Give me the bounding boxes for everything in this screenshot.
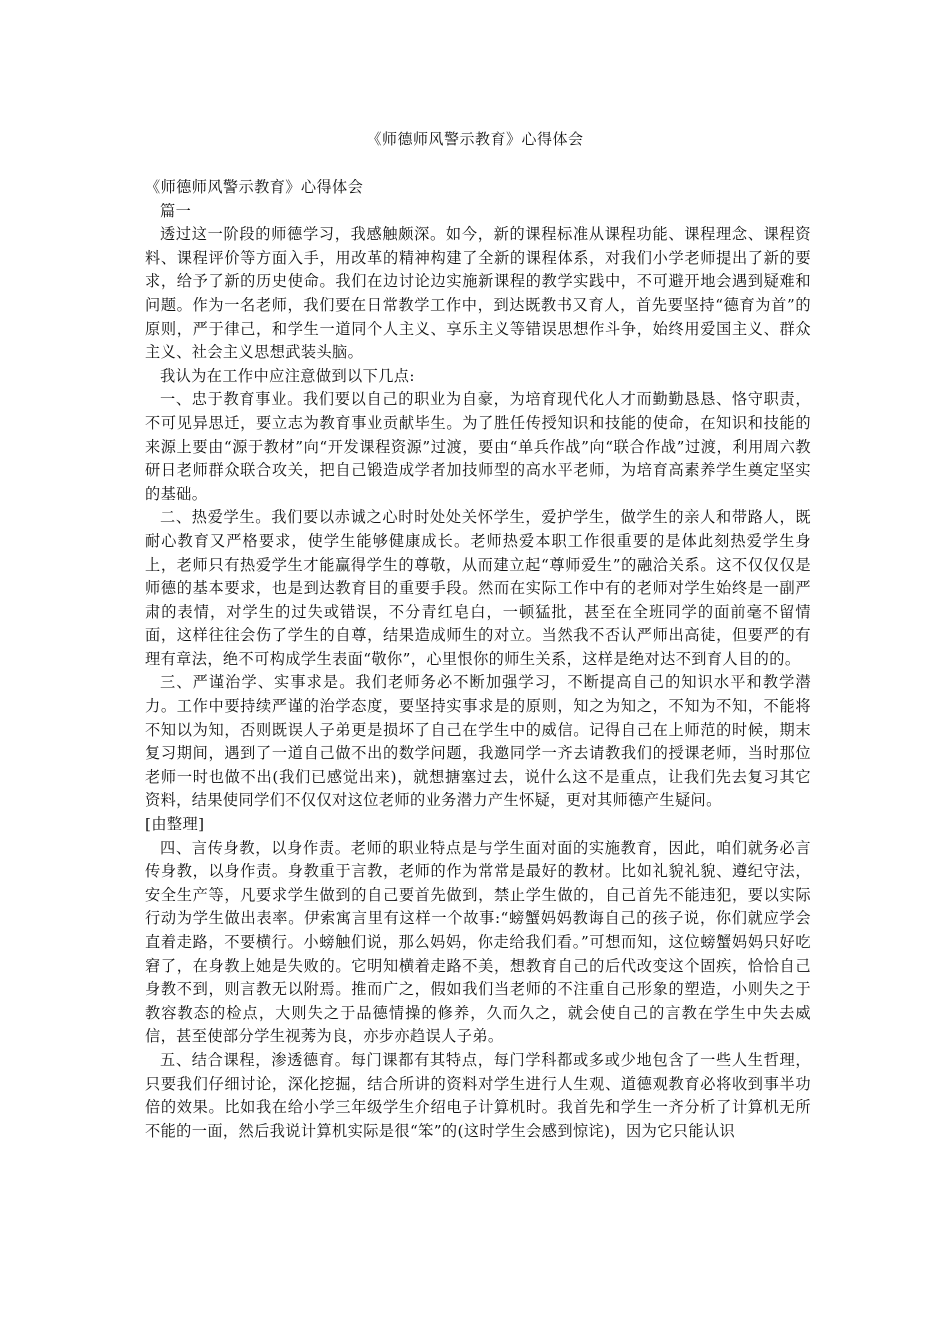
section-label: 篇一 <box>160 201 192 220</box>
document-title: 《师德师风警示教育》心得体会 <box>366 130 584 148</box>
paragraph: 三、严谨治学、实事求是。我们老师务必不断加强学习，不断提高自己的知识水平和教学潜力。工作中要持续严谨的治学态度，要坚持实事求是的原则，知之为知之，不知为不知，不能将不知以为知，否则既误人子弟更是损坏了自己在学生中的威信。记得自己在上师范的时候，期末复习期间，遇到了一道自己做不出的数学问题，我邀同学一齐去请教我们的授课老师，当时那位老师一时也做不出(我们已感觉出来)，就想搪塞过去，说什么这不是重点，让我们先去复习其它资料，结果使同学们不仅仅对这位老师的业务潜力产生怀疑，更对其师德产生疑问。 <box>145 673 811 810</box>
document-heading: 《师德师风警示教育》心得体会 <box>145 178 364 196</box>
paragraph: 一、忠于教育事业。我们要以自己的职业为自豪，为培育现代化人才而勤勤恳恳、恪守职责，不可见异思迁，要立志为教育事业贡献毕生。为了胜任传授知识和技能的使命，在知识和技能的来源上要由“源于教材”向“开发课程资源”过渡，要由“单兵作战”向“联合作战”过渡，利用周六教研日老师群众联合攻关，把自己锻造成学者加技师型的高水平老师，为培育高素养学生奠定坚实的基础。 <box>145 390 811 503</box>
source-note: [由整理] <box>145 815 205 834</box>
paragraph: 二、热爱学生。我们要以赤诚之心时时处处关怀学生，爱护学生，做学生的亲人和带路人，既耐心教育又严格要求，使学生能够健康成长。老师热爱本职工作很重要的是体此刻热爱学生身上，老师只有热爱学生才能赢得学生的尊敬，从而建立起“尊师爱生”的融洽关系。这不仅仅仅是师德的基本要求，也是到达教育目的重要手段。然而在实际工作中有的老师对学生始终是一副严肃的表情，对学生的过失或错误，不分青红皂白，一顿猛批，甚至在全班同学的面前毫不留情面，这样往往会伤了学生的自尊，结果造成师生的对立。当然我不否认严师出高徒，但要严的有理有章法，绝不可构成学生表面“敬你”，心里恨你的师生关系，这样是绝对达不到育人目的的。 <box>145 508 811 668</box>
paragraph: 我认为在工作中应注意做到以下几点: <box>160 366 415 385</box>
paragraph: 四、言传身教，以身作责。老师的职业特点是与学生面对面的实施教育，因此，咱们就务必言传身教，以身作责。身教重于言教，老师的作为常常是最好的教材。比如礼貌礼貌、遵纪守法，安全生产等，凡要求学生做到的自己要首先做到，禁止学生做的，自己首先不能违犯，要以实际行动为学生做出表率。伊索寓言里有这样一个故事:“螃蟹妈妈教诲自己的孩子说，你们就应学会直着走路，不要横行。小螃触们说，那么妈妈，你走给我们看。”可想而知，这位螃蟹妈妈只好吃窘了，在身教上她是失败的。它明知横着走路不美，想教育自己的后代改变这个固疾，恰恰自己身教不到，则言教无以附焉。推而广之，假如我们当老师的不注重自己形象的塑造，小则失之于教容教态的检点，大则失之于品德情操的修养，久而久之，就会使自己的言教在学生中失去威信，甚至使部分学生视莠为良，亦步亦趋误人子弟。 <box>145 838 811 1046</box>
document-body <box>145 176 811 1143</box>
paragraph: 五、结合课程，渗透德育。每门课都有其特点，每门学科都或多或少地包含了一些人生哲理，只要我们仔细讨论，深化挖掘，结合所讲的资料对学生进行人生观、道德观教育必将收到事半功倍的效果。比如我在给小学三年级学生介绍电子计算机时。我首先和学生一齐分析了计算机无所不能的一面，然后我说计算机实际是很“笨”的(这时学生会感到惊诧)，因为它只能认识 <box>145 1050 811 1140</box>
paragraph: 透过这一阶段的师德学习，我感触颇深。如今，新的课程标准从课程功能、课程理念、课程资料、课程评价等方面入手，用改革的精神构建了全新的课程体系，对我们小学老师提出了新的要求，给予了新的历史使命。我们在边讨论边实施新课程的教学实践中，不可避开地会遇到疑难和问题。作为一名老师，我们要在日常教学工作中，到达既教书又育人，首先要坚持“德育为首”的原则，严于律己，和学生一道同个人主义、享乐主义等错误思想作斗争，始终用爱国主义、群众主义、社会主义思想武装头脑。 <box>145 225 811 362</box>
